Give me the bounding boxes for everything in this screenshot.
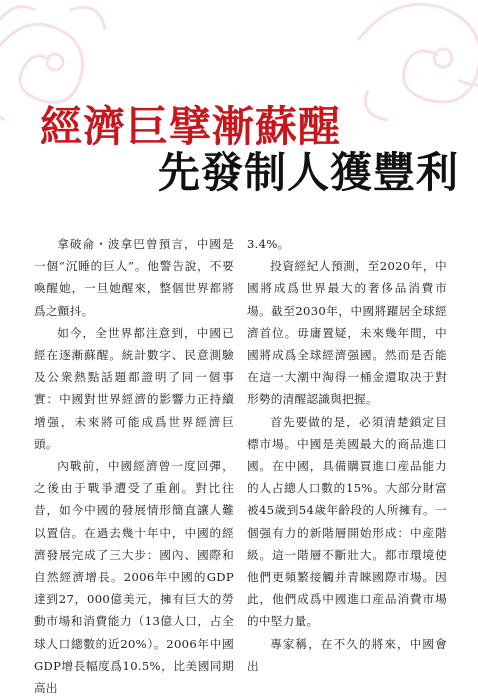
paragraph: 拿破侖・波拿巴曾預言，中國是一個“沉睡的巨人”。他警告說，不要喚醒她，一旦她醒來，整個世界都將爲之顫抖。	[34, 237, 234, 318]
paragraph: 內戰前，中國經濟曾一度回彈，之後由于戰爭遭受了重創。對比往昔，如今中國的發展情形簡直讓人難以置信。在過去幾十年中，中國的經濟發展完成了三大步：國內、國際和自然經濟增長。2006年中國的GDP達到27，000億美元，擁有巨大的勞動市場和消費能力（13億人口，占全球人口總數的近20%）。2006年中國GDP增長幅度爲10.5%，比美國同期高出	[34, 459, 234, 696]
paragraph: 首先要做的是，必須清楚鎖定目標市場。中國是美國最大的商品進口國。在中國，具備購買進口産品能力的人占總人口數的15%。大部分財富被45歲到54歲年齡段的人所擁有。一個强有力的新階層開始形成：中産階級。這一階層不斷壯大。都市環境使他們更頻繁接觸并青睞國際市場。因此，他們成爲中國進口産品消費市場的中堅力量。	[247, 414, 447, 629]
article-column-right	[247, 233, 447, 677]
paragraph: 投資經紀人預測，至2020年，中國將成爲世界最大的奢侈品消費市場。截至2030年，中國將躍居全球經濟首位。毋庸置疑，未來幾年間，中國將成爲全球經濟强國。然而是否能在這一大潮中淘得一桶金還取决于對形勢的清醒認識與把握。	[247, 259, 447, 407]
paragraph-continuation: 3.4%。	[247, 237, 290, 251]
dragon-ornament-icon	[338, 0, 478, 130]
headline-line-2: 先發制人獲豐利	[158, 148, 460, 197]
article-column-left	[34, 233, 234, 699]
headline-line-1: 經濟巨擘漸蘇醒	[40, 102, 342, 151]
paragraph: 專家稱，在不久的將來，中國會出	[247, 636, 447, 673]
paragraph: 如今，全世界都注意到，中國已經在逐漸蘇醒。統計數字、民意測驗及公衆熱點話題都證明了同一個事實：中國對世界經濟的影響力正持續增强，未來將可能成爲世界經濟巨頭。	[34, 325, 234, 451]
